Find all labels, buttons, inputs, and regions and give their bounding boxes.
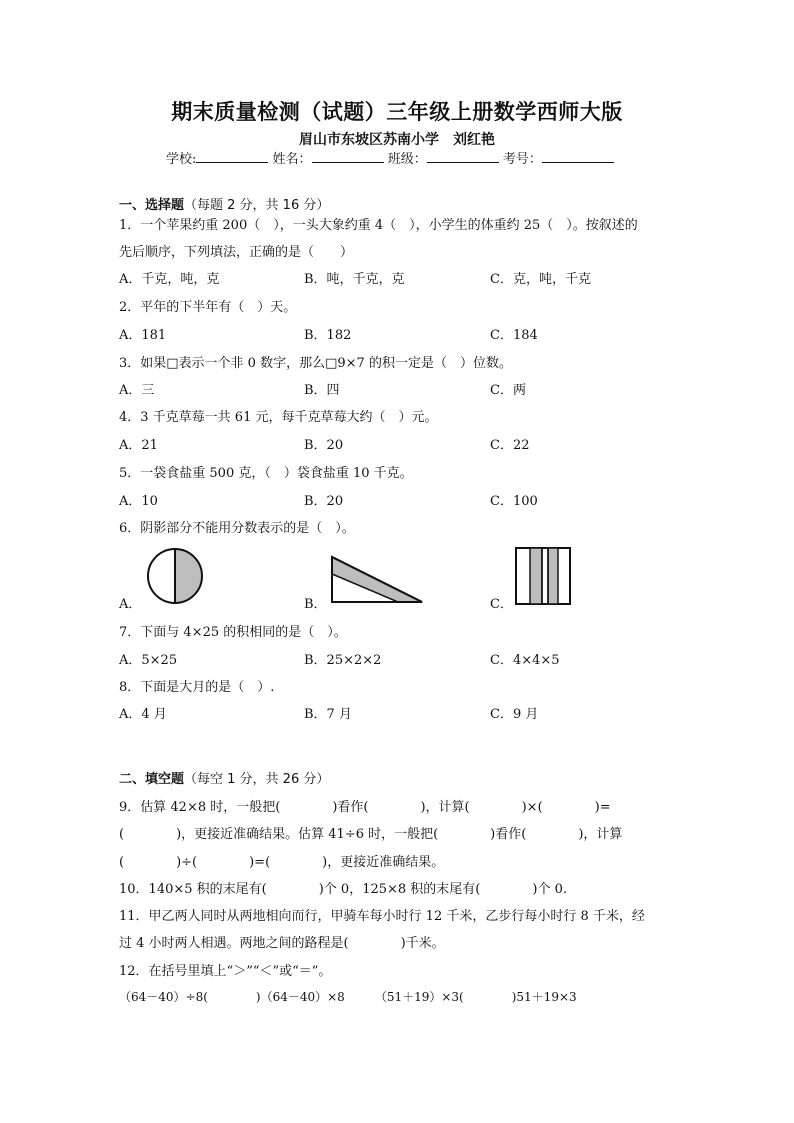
section-heading [119,194,329,213]
question-6-stem: 6．阴影部分不能用分数表示的是（ ）。 [119,521,355,536]
name-label: 姓名： [272,152,312,167]
section-heading [119,768,329,787]
name-blank[interactable] [312,150,384,163]
question-8-stem: 8．下面是大月的是（ ）. [119,680,275,695]
question-10: 10．140×5 积的末尾有( )个 0，125×8 积的末尾有( )个 0. [119,882,567,897]
half-shaded-circle-figure [145,546,205,606]
q6-option-a[interactable]: A． [119,597,142,612]
page-subtitle: 眉山市东坡区苏南小学 刘红艳 [299,132,495,148]
question-11-line-2: 过 4 小时两人相遇。两地之间的路程是( )千米。 [119,936,445,951]
q8-option-c[interactable]: C．9 月 [490,707,539,722]
q6-option-b[interactable]: B． [304,597,327,612]
q2-option-b[interactable]: B．182 [304,328,352,343]
school-label: 学校: [166,152,197,167]
question-5-stem: 5．一袋食盐重 500 克，（ ）袋食盐重 10 千克。 [119,466,413,481]
section-points: （每题 2 分，共 16 分） [184,198,330,213]
q2-option-a[interactable]: A．181 [119,328,167,343]
exam-number-label: 考号： [502,152,542,167]
question-4-stem: 4．3 千克草莓一共 61 元，每千克草莓大约（ ）元。 [119,410,438,425]
student-info-row [166,148,614,167]
q3-option-b[interactable]: B．四 [304,383,340,398]
striped-rectangle-figure [514,546,572,606]
q4-option-b[interactable]: B．20 [304,438,344,453]
question-9-line-3: ( )÷( )=( )，更接近准确结果。 [119,855,445,870]
q3-option-c[interactable]: C．两 [490,383,526,398]
question-1-stem-cont: 先后顺序，下列填法，正确的是（ ） [119,245,354,260]
q1-option-b[interactable]: B．吨，千克，克 [304,272,405,287]
q5-option-c[interactable]: C．100 [490,494,538,509]
shaded-triangle-figure [328,554,426,606]
question-3-stem: 3．如果□表示一个非 0 数字，那么□9×7 的积一定是（ ）位数。 [119,356,512,371]
question-9-line-2: ( )，更接近准确结果。估算 41÷6 时，一般把( )看作( )，计算 [119,827,623,842]
q3-option-a[interactable]: A．三 [119,383,155,398]
q1-option-c[interactable]: C．克，吨，千克 [490,272,591,287]
q4-option-a[interactable]: A．21 [119,438,158,453]
q5-option-a[interactable]: A．10 [119,494,158,509]
question-12-stem: 12．在括号里填上“＞”“＜”或“＝”。 [119,964,332,979]
section-heading-text: 一、选择题 [119,198,185,213]
section-heading-text: 二、填空题 [119,772,185,787]
q7-option-a[interactable]: A．5×25 [119,653,178,668]
question-11-line-1: 11．甲乙两人同时从两地相向而行，甲骑车每小时行 12 千米，乙步行每小时行 8 千米，经 [119,909,645,924]
q7-option-b[interactable]: B．25×2×2 [304,653,382,668]
q8-option-a[interactable]: A．4 月 [119,707,167,722]
q4-option-c[interactable]: C．22 [490,438,530,453]
question-9-line-1: 9．估算 42×8 时，一般把( )看作( )，计算( )×( )= [119,800,611,815]
question-12-comparisons: （64－40）÷8( )（64－40）×8 （51＋19）×3( )51＋19×3 [119,990,577,1004]
question-7-stem: 7．下面与 4×25 的积相同的是（ ）。 [119,625,347,640]
exam-number-blank[interactable] [542,150,614,163]
question-1-stem: 1．一个苹果约重 200（ ），一头大象约重 4（ ），小学生的体重约 25（ ）。按叙述的 [119,218,638,233]
q8-option-b[interactable]: B．7 月 [304,707,352,722]
q5-option-b[interactable]: B．20 [304,494,344,509]
school-blank[interactable] [196,150,268,163]
q2-option-c[interactable]: C．184 [490,328,538,343]
q1-option-a[interactable]: A．千克，吨，克 [119,272,220,287]
question-2-stem: 2．平年的下半年有（ ）天。 [119,300,297,315]
section-points: （每空 1 分，共 26 分） [184,772,330,787]
q7-option-c[interactable]: C．4×4×5 [490,653,560,668]
class-blank[interactable] [427,150,499,163]
class-label: 班级： [387,152,427,167]
page-title: 期末质量检测（试题）三年级上册数学西师大版 [171,100,623,124]
q6-option-c[interactable]: C． [490,597,513,612]
